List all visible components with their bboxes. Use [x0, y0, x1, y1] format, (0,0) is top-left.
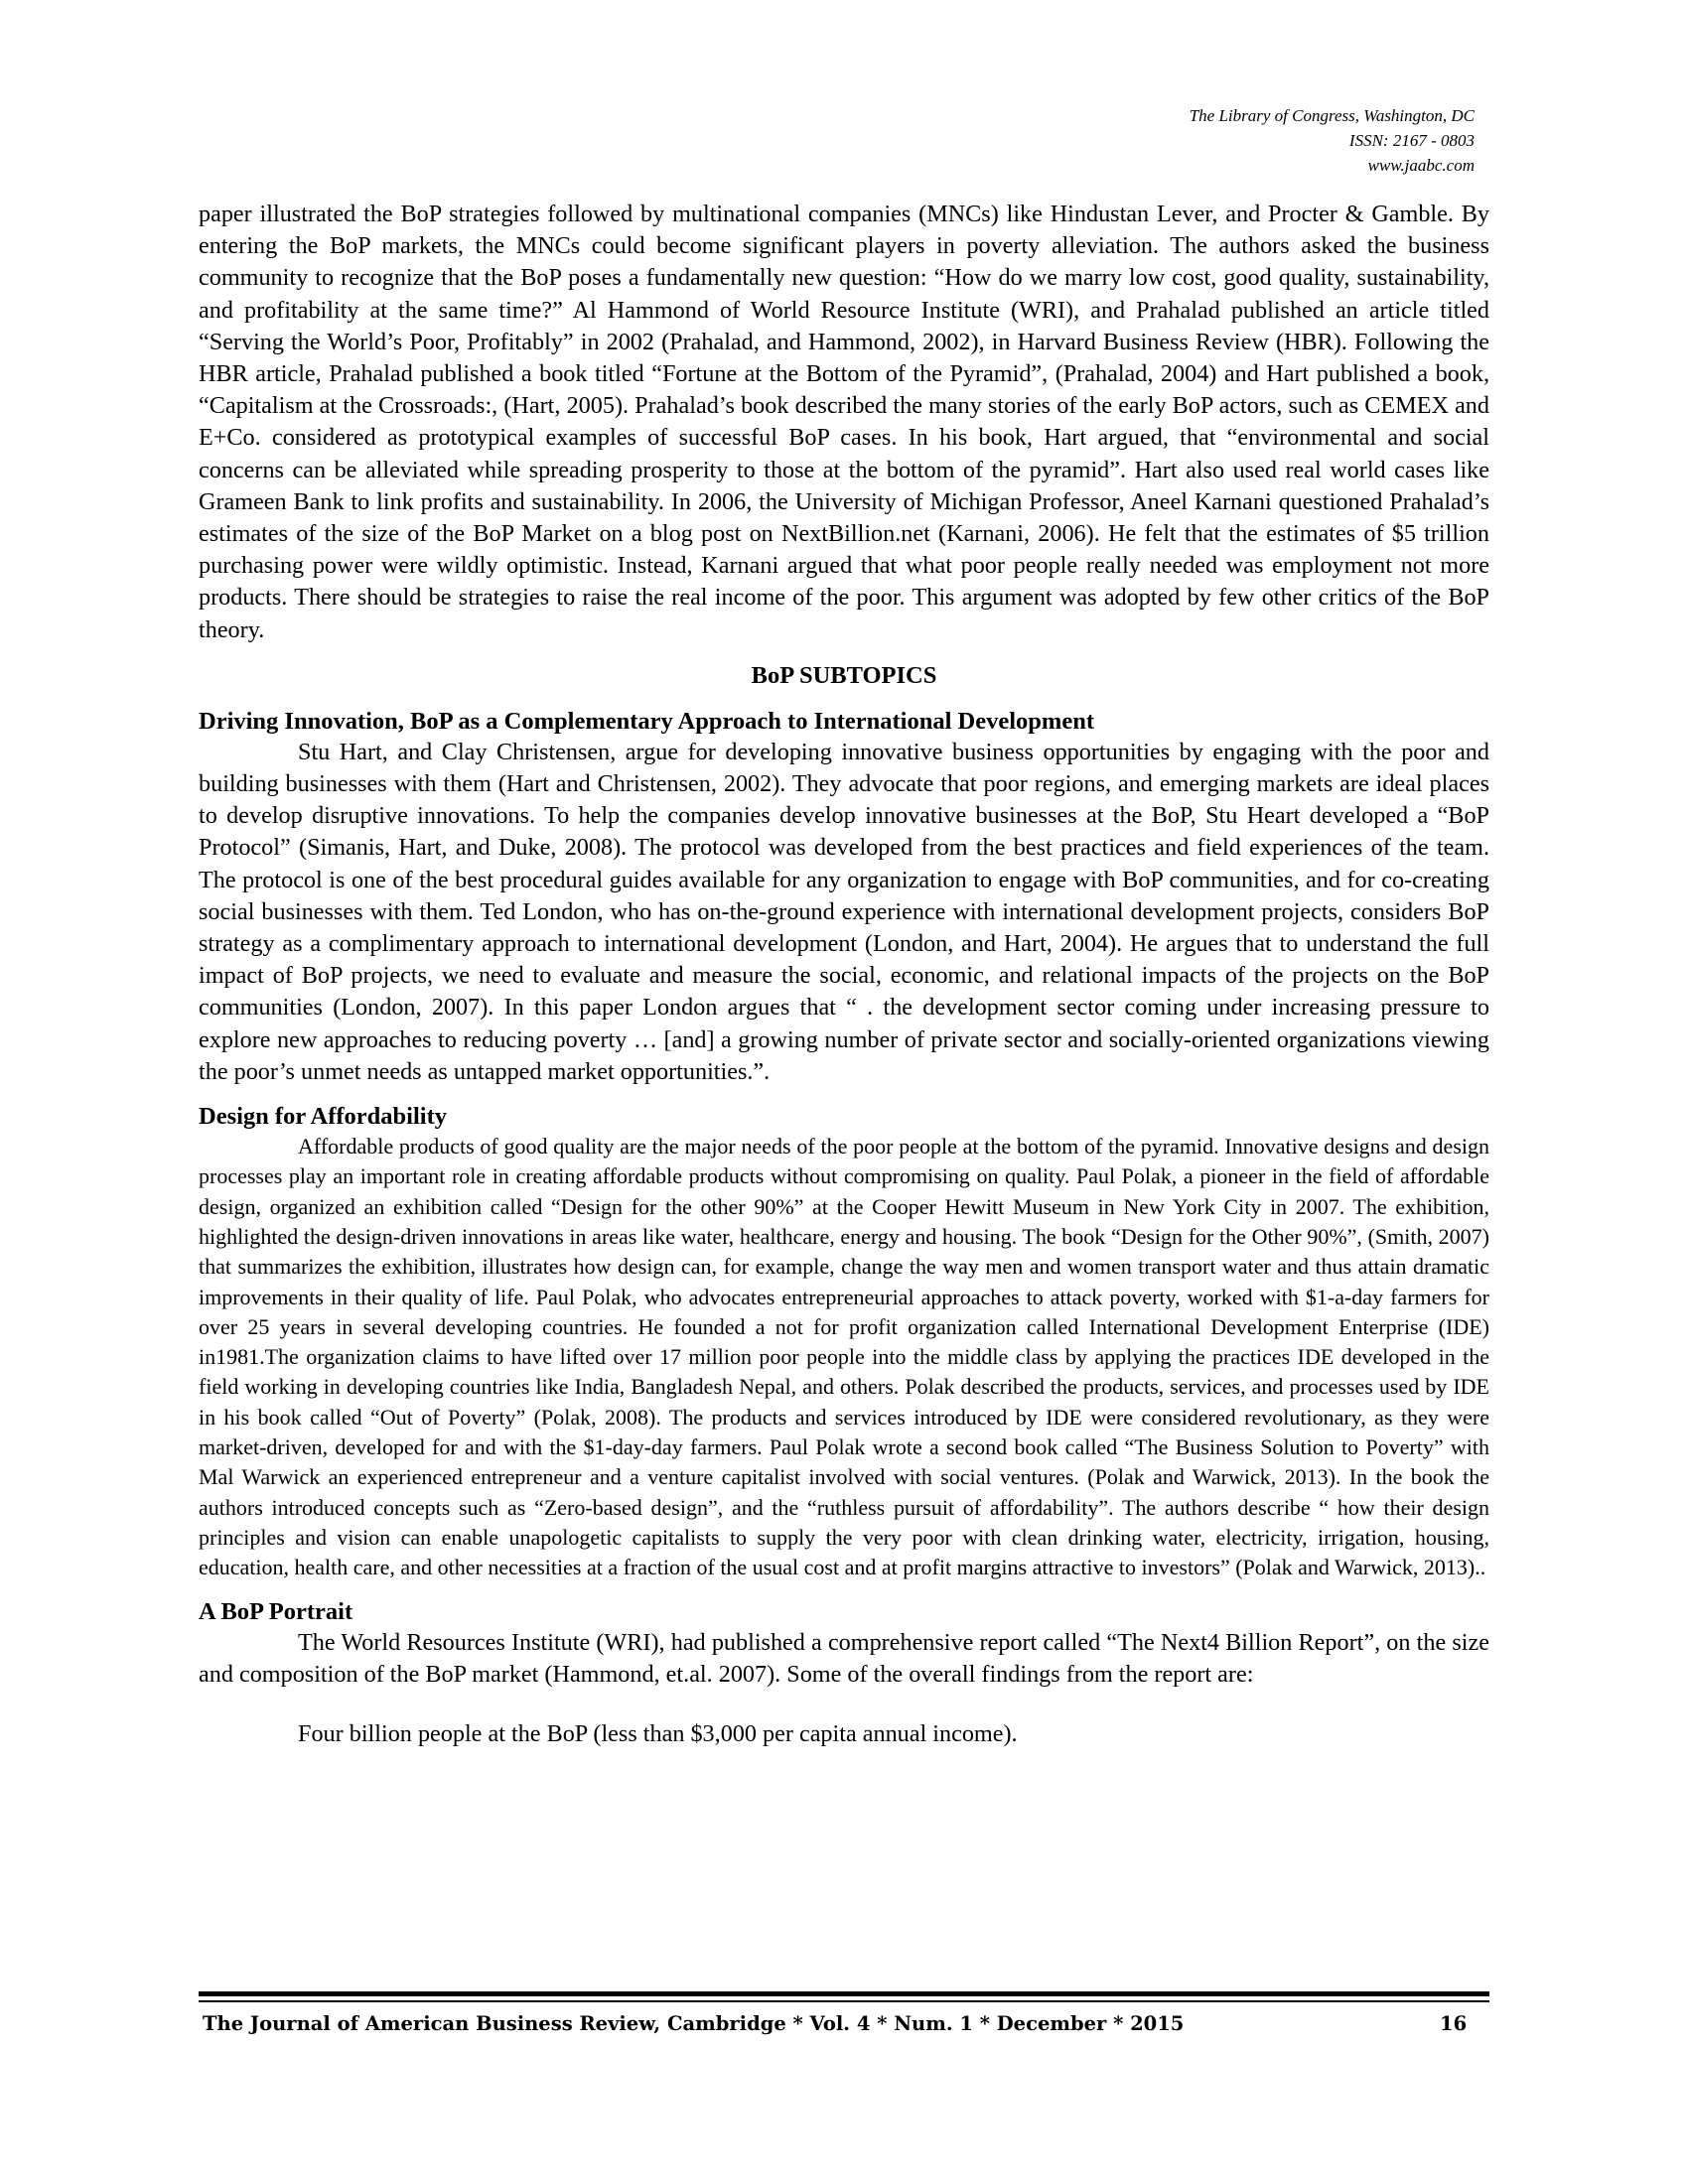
footer-rule-thin — [199, 2000, 1489, 2002]
subsection-body-innovation: Stu Hart, and Clay Christensen, argue for developing innovative business opportunities by engaging with the poor and building businesses with them (Hart and Christensen, 2002). They advocate that poor regions, and emerging markets are ideal places to develop disruptive innovations. To help the companies develop innovative businesses at the BoP, Stu Heart developed a “BoP Protocol” (Simanis, Hart, and Duke, 2008). The protocol was developed from the best practices and field experiences of the team. The protocol is one of the best procedural guides available for any organization to engage with BoP communities, and for co-creating social businesses with them. Ted London, who has on-the-ground experience with international development projects, considers BoP strategy as a complimentary approach to international development (London, and Hart, 2004). He argues that to understand the full impact of BoP projects, we need to evaluate and measure the social, economic, and relational impacts of the projects on the BoP communities (London, 2007). In this paper London argues that “ . the development sector coming under increasing pressure to explore new approaches to reducing poverty … [and] a growing number of private sector and socially-oriented organizations viewing the poor’s unmet needs as untapped market opportunities.”. — [199, 738, 1489, 1085]
finding-list-item: Four billion people at the BoP (less than $3,000 per capita annual income). — [298, 1719, 1018, 1747]
subsection-body-portrait: The World Resources Institute (WRI), had published a comprehensive report called “The Next4 Billion Report”, on the size and composition of the BoP market (Hammond, et.al. 2007). Some of the overall findings from the report are: — [199, 1628, 1489, 1688]
subsection-heading-innovation: Driving Innovation, BoP as a Complementary Approach to International Development — [199, 707, 1094, 735]
running-header — [1190, 103, 1475, 178]
header-website: www.jaabc.com — [1367, 156, 1475, 175]
header-library: The Library of Congress, Washington, DC — [1189, 106, 1475, 125]
section-title: BoP SUBTOPICS — [751, 661, 937, 689]
article-body — [199, 199, 1489, 1750]
subsection-body-affordability: Affordable products of good quality are the major needs of the poor people at the bottom of the pyramid. Innovative designs and design processes play an important role in creating affordable products without compromising on quality. Paul Polak, a pioneer in the field of affordable design, organized an exhibition called “Design for the other 90%” at the Cooper Hewitt Museum in New York City in 2007. The exhibition, highlighted the design-driven innovations in areas like water, healthcare, energy and housing. The book “Design for the Other 90%”, (Smith, 2007) that summarizes the exhibition, illustrates how design can, for example, change the way men and women transport water and thus attain dramatic improvements in their quality of life. Paul Polak, who advocates entrepreneurial approaches to attack poverty, worked with $1-a-day farmers for over 25 years in several developing countries. He founded a not for profit organization called International Development Enterprise (IDE) in1981.The organization claims to have lifted over 17 million poor people into the middle class by applying the practices IDE developed in the field working in developing countries like India, Bangladesh Nepal, and others. Polak described the products, services, and processes used by IDE in his book called “Out of Poverty” (Polak, 2008). The products and services introduced by IDE were considered revolutionary, as they were market-driven, developed for and with the $1-day-day farmers. Paul Polak wrote a second book called “The Business Solution to Poverty” with Mal Warwick an experienced entrepreneur and a venture capitalist involved with social ventures. (Polak and Warwick, 2013). In the book the authors introduced concepts such as “Zero-based design”, and the “ruthless pursuit of affordability”. The authors describe “ how their design principles and vision can enable unapologetic capitalists to supply the very poor with clean drinking water, electricity, irrigation, housing, education, health care, and other necessities at a fraction of the usual cost and at profit margins attractive to investors” (Polak and Warwick, 2013).. — [199, 1134, 1489, 1580]
subsection-heading-portrait: A BoP Portrait — [199, 1597, 353, 1625]
page-number: 16 — [1440, 2012, 1468, 2035]
footer-rule-thick — [199, 1991, 1489, 1996]
intro-paragraph: paper illustrated the BoP strategies followed by multinational companies (MNCs) like Hindustan Lever, and Procter & Gamble. By entering the BoP markets, the MNCs could become significant players in poverty alleviation. The authors asked the business community to recognize that the BoP poses a fundamentally new question: “How do we marry low cost, good quality, sustainability, and profitability at the same time?” Al Hammond of World Resource Institute (WRI), and Prahalad published an article titled “Serving the World’s Poor, Profitably” in 2002 (Prahalad, and Hammond, 2002), in Harvard Business Review (HBR). Following the HBR article, Prahalad published a book titled “Fortune at the Bottom of the Pyramid”, (Prahalad, 2004) and Hart published a book, “Capitalism at the Crossroads:, (Hart, 2005). Prahalad’s book described the many stories of the early BoP actors, such as CEMEX and E+Co. considered as prototypical examples of successful BoP cases. In his book, Hart argued, that “environmental and social concerns can be alleviated while spreading prosperity to those at the bottom of the pyramid”. Hart also used real world cases like Grameen Bank to link profits and sustainability. In 2006, the University of Michigan Professor, Aneel Karnani questioned Prahalad’s estimates of the size of the BoP Market on a blog post on NextBillion.net (Karnani, 2006). He felt that the estimates of $5 trillion purchasing power were wildly optimistic. Instead, Karnani argued that what poor people really needed was employment not more products. There should be strategies to raise the real income of the poor. This argument was adopted by few other critics of the BoP theory. — [199, 201, 1489, 643]
journal-footer: The Journal of American Business Review, Cambridge * Vol. 4 * Num. 1 * December * 2015 — [203, 2012, 1185, 2035]
subsection-heading-affordability: Design for Affordability — [199, 1103, 447, 1131]
header-issn: ISSN: 2167 - 0803 — [1348, 131, 1475, 150]
